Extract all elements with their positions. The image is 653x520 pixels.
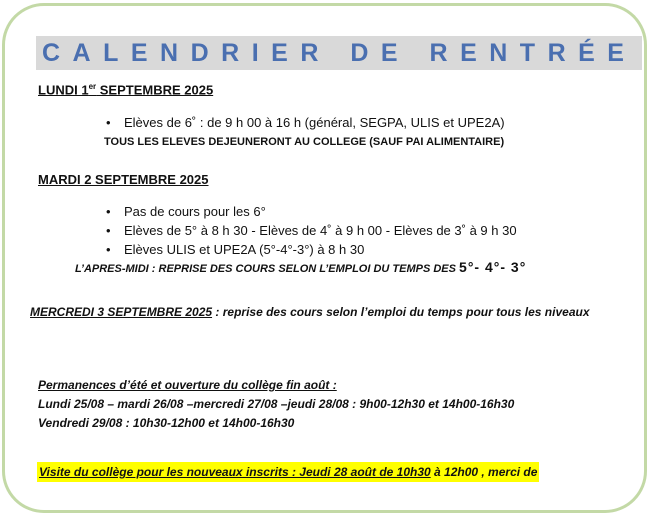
- visite-text-rest: à 12h00 , merci de: [430, 465, 538, 479]
- mercredi-paragraph: [30, 303, 613, 322]
- lundi-item: • Elèves de 6˚ : de 9 h 00 à 16 h (général, SEGPA, ULIS et UPE2A): [106, 113, 505, 132]
- mardi-item: • Elèves de 5° à 8 h 30 - Elèves de 4˚ à 9 h 00 - Elèves de 3˚ à 9 h 30: [106, 221, 517, 240]
- page-title: CALENDRIER DE RENTRÉE: [36, 36, 642, 70]
- permanences-block: [38, 376, 514, 433]
- visite-text-underlined: Visite du collège pour les nouveaux inscrits : Jeudi 28 août de 10h30: [39, 465, 431, 479]
- mardi-note-text: L’APRES-MIDI : REPRISE DES COURS SELON L’EMPLOI DU TEMPS DES: [75, 263, 456, 275]
- permanences-line: Lundi 25/08 – mardi 26/08 –mercredi 27/08 –jeudi 28/08 : 9h00-12h30 et 14h00-16h30: [38, 397, 515, 411]
- lundi-heading-sup: er: [88, 82, 97, 91]
- mardi-item: • Elèves ULIS et UPE2A (5°-4°-3°) à 8 h 30: [106, 240, 517, 259]
- mardi-note-levels: 5°- 4°- 3°: [459, 259, 527, 275]
- mardi-note: [75, 259, 526, 275]
- visite-highlight: [37, 462, 539, 482]
- mercredi-text: : reprise des cours selon l’emploi du temps pour tous les niveaux: [212, 305, 590, 319]
- mardi-item: • Pas de cours pour les 6°: [106, 202, 517, 221]
- mardi-list: [106, 202, 517, 259]
- lundi-heading-text: LUNDI 1: [38, 82, 89, 98]
- permanences-heading: Permanences d’été et ouverture du collège fin août :: [38, 378, 337, 392]
- mardi-heading: MARDI 2 SEPTEMBRE 2025: [38, 172, 209, 187]
- permanences-line: Vendredi 29/08 : 10h30-12h00 et 14h00-16h30: [38, 416, 295, 430]
- lundi-heading-text-rest: SEPTEMBRE 2025: [96, 82, 214, 98]
- lundi-heading: [38, 82, 213, 97]
- lundi-note: TOUS LES ELEVES DEJEUNERONT AU COLLEGE (SAUF PAI ALIMENTAIRE): [104, 136, 505, 148]
- lundi-list: [106, 113, 505, 132]
- mercredi-date: MERCREDI 3 SEPTEMBRE 2025: [30, 305, 213, 319]
